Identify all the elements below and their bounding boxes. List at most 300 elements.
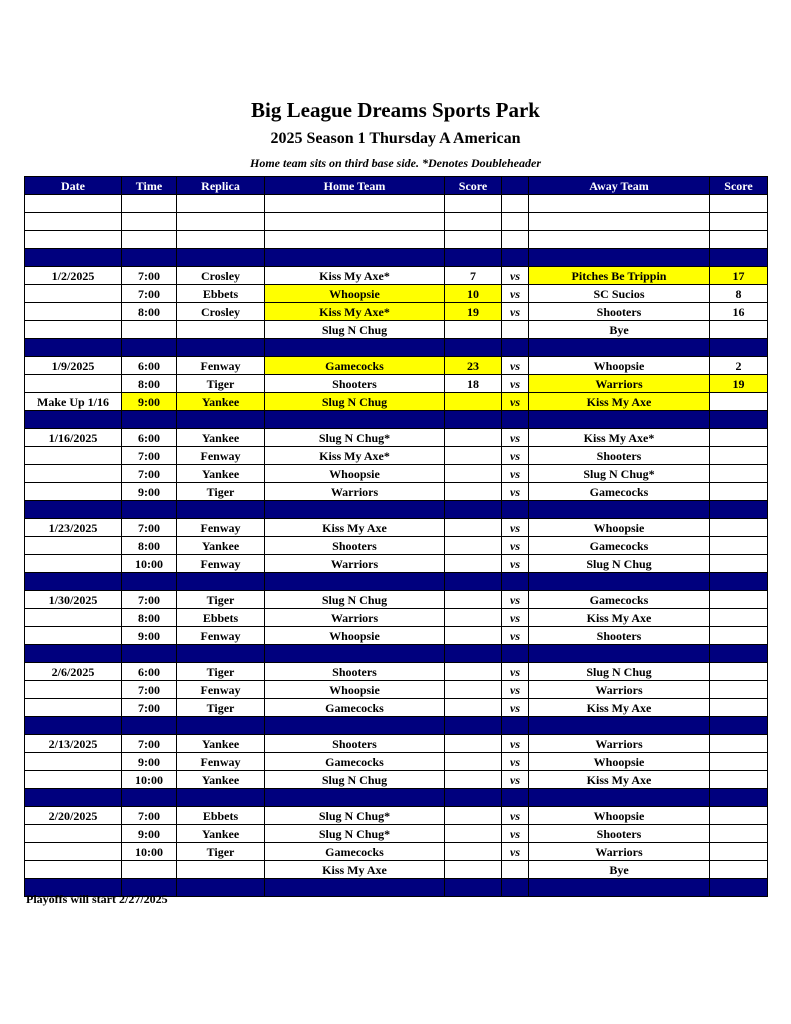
week-separator-row	[25, 501, 768, 519]
time-cell: 7:00	[122, 285, 177, 303]
time-cell: 8:00	[122, 609, 177, 627]
away-score-cell	[710, 519, 768, 537]
col-header-replica: Replica	[177, 177, 265, 195]
vs-cell: vs	[502, 843, 529, 861]
away-score-cell: 16	[710, 303, 768, 321]
away-team-cell: Shooters	[529, 825, 710, 843]
vs-cell: vs	[502, 663, 529, 681]
away-score-cell	[710, 771, 768, 789]
time-cell: 7:00	[122, 735, 177, 753]
date-cell	[25, 699, 122, 717]
away-score-cell	[710, 699, 768, 717]
date-cell	[25, 753, 122, 771]
empty-cell	[445, 213, 502, 231]
time-cell: 9:00	[122, 483, 177, 501]
separator-cell	[502, 339, 529, 357]
time-cell: 8:00	[122, 537, 177, 555]
time-cell: 7:00	[122, 267, 177, 285]
game-row	[25, 519, 768, 537]
separator-cell	[265, 717, 445, 735]
away-score-cell	[710, 753, 768, 771]
separator-cell	[265, 879, 445, 897]
home-team-cell: Kiss My Axe*	[265, 447, 445, 465]
vs-cell: vs	[502, 807, 529, 825]
separator-cell	[445, 879, 502, 897]
home-score-cell	[445, 609, 502, 627]
empty-cell	[710, 231, 768, 249]
away-team-cell: Kiss My Axe	[529, 771, 710, 789]
game-row	[25, 555, 768, 573]
date-cell	[25, 447, 122, 465]
separator-cell	[445, 501, 502, 519]
separator-cell	[25, 411, 122, 429]
empty-cell	[265, 213, 445, 231]
away-score-cell	[710, 735, 768, 753]
game-row	[25, 753, 768, 771]
time-cell: 8:00	[122, 303, 177, 321]
vs-cell: vs	[502, 285, 529, 303]
separator-cell	[177, 339, 265, 357]
away-score-cell	[710, 555, 768, 573]
home-team-cell: Slug N Chug*	[265, 825, 445, 843]
away-score-cell	[710, 447, 768, 465]
vs-cell	[502, 861, 529, 879]
col-header-away-score: Score	[710, 177, 768, 195]
game-row	[25, 447, 768, 465]
vs-cell: vs	[502, 429, 529, 447]
time-cell: 6:00	[122, 357, 177, 375]
replica-cell: Tiger	[177, 699, 265, 717]
date-cell	[25, 375, 122, 393]
vs-cell: vs	[502, 465, 529, 483]
replica-cell: Tiger	[177, 483, 265, 501]
separator-cell	[177, 573, 265, 591]
replica-cell: Tiger	[177, 663, 265, 681]
separator-cell	[710, 717, 768, 735]
home-team-cell: Slug N Chug	[265, 591, 445, 609]
separator-cell	[710, 339, 768, 357]
separator-cell	[529, 249, 710, 267]
separator-cell	[177, 249, 265, 267]
week-separator-row	[25, 717, 768, 735]
separator-cell	[710, 411, 768, 429]
time-cell: 7:00	[122, 465, 177, 483]
home-score-cell	[445, 681, 502, 699]
separator-cell	[25, 645, 122, 663]
away-score-cell: 2	[710, 357, 768, 375]
vs-cell: vs	[502, 483, 529, 501]
separator-cell	[529, 645, 710, 663]
away-team-cell: Kiss My Axe	[529, 699, 710, 717]
home-team-cell: Warriors	[265, 483, 445, 501]
game-row	[25, 663, 768, 681]
away-score-cell	[710, 429, 768, 447]
home-score-cell	[445, 393, 502, 411]
home-team-cell: Slug N Chug	[265, 771, 445, 789]
col-header-time: Time	[122, 177, 177, 195]
away-score-cell	[710, 861, 768, 879]
schedule-table	[24, 176, 768, 897]
empty-cell	[265, 231, 445, 249]
col-header-home-score: Score	[445, 177, 502, 195]
replica-cell: Fenway	[177, 357, 265, 375]
home-team-cell: Kiss My Axe	[265, 519, 445, 537]
away-score-cell	[710, 681, 768, 699]
date-cell	[25, 843, 122, 861]
separator-cell	[25, 249, 122, 267]
vs-cell: vs	[502, 771, 529, 789]
vs-cell: vs	[502, 375, 529, 393]
vs-cell	[502, 321, 529, 339]
vs-cell: vs	[502, 555, 529, 573]
separator-cell	[529, 879, 710, 897]
separator-cell	[445, 411, 502, 429]
separator-cell	[265, 573, 445, 591]
date-cell: 2/20/2025	[25, 807, 122, 825]
away-team-cell: Kiss My Axe*	[529, 429, 710, 447]
separator-cell	[502, 573, 529, 591]
away-score-cell: 19	[710, 375, 768, 393]
separator-cell	[710, 645, 768, 663]
date-cell	[25, 285, 122, 303]
week-separator-row	[25, 339, 768, 357]
home-score-cell	[445, 483, 502, 501]
separator-cell	[445, 789, 502, 807]
game-row	[25, 321, 768, 339]
home-team-cell: Gamecocks	[265, 843, 445, 861]
home-team-cell: Shooters	[265, 375, 445, 393]
date-cell	[25, 681, 122, 699]
time-cell: 9:00	[122, 393, 177, 411]
time-cell: 10:00	[122, 843, 177, 861]
home-score-cell	[445, 663, 502, 681]
away-team-cell: Shooters	[529, 447, 710, 465]
vs-cell: vs	[502, 267, 529, 285]
home-score-cell	[445, 627, 502, 645]
separator-cell	[502, 717, 529, 735]
week-separator-row	[25, 573, 768, 591]
away-score-cell	[710, 393, 768, 411]
home-team-cell: Warriors	[265, 555, 445, 573]
home-team-cell: Slug N Chug	[265, 321, 445, 339]
away-team-cell: Warriors	[529, 681, 710, 699]
away-team-cell: Warriors	[529, 375, 710, 393]
replica-cell: Fenway	[177, 555, 265, 573]
away-team-cell: Gamecocks	[529, 591, 710, 609]
vs-cell: vs	[502, 537, 529, 555]
home-score-cell	[445, 807, 502, 825]
away-team-cell: Bye	[529, 861, 710, 879]
home-team-cell: Shooters	[265, 735, 445, 753]
header-row	[25, 177, 768, 195]
home-score-cell: 18	[445, 375, 502, 393]
separator-cell	[122, 249, 177, 267]
separator-cell	[710, 879, 768, 897]
separator-cell	[445, 645, 502, 663]
separator-cell	[177, 645, 265, 663]
home-team-cell: Whoopsie	[265, 681, 445, 699]
away-score-cell	[710, 843, 768, 861]
time-cell: 10:00	[122, 555, 177, 573]
game-row	[25, 591, 768, 609]
away-team-cell: Warriors	[529, 735, 710, 753]
game-row	[25, 843, 768, 861]
separator-cell	[122, 339, 177, 357]
away-team-cell: Whoopsie	[529, 807, 710, 825]
game-row	[25, 627, 768, 645]
date-cell: 2/6/2025	[25, 663, 122, 681]
game-row	[25, 537, 768, 555]
replica-cell: Tiger	[177, 375, 265, 393]
separator-cell	[122, 645, 177, 663]
empty-cell	[177, 195, 265, 213]
game-row	[25, 735, 768, 753]
empty-cell	[122, 213, 177, 231]
home-score-cell: 23	[445, 357, 502, 375]
separator-cell	[122, 501, 177, 519]
away-team-cell: Pitches Be Trippin	[529, 267, 710, 285]
away-score-cell	[710, 627, 768, 645]
separator-cell	[445, 249, 502, 267]
time-cell: 10:00	[122, 771, 177, 789]
date-cell	[25, 825, 122, 843]
away-score-cell	[710, 609, 768, 627]
home-score-cell	[445, 519, 502, 537]
home-team-cell: Shooters	[265, 537, 445, 555]
time-cell: 8:00	[122, 375, 177, 393]
separator-cell	[25, 717, 122, 735]
replica-cell: Yankee	[177, 537, 265, 555]
vs-cell: vs	[502, 825, 529, 843]
game-row	[25, 375, 768, 393]
separator-cell	[710, 249, 768, 267]
time-cell	[122, 861, 177, 879]
away-team-cell: Slug N Chug*	[529, 465, 710, 483]
time-cell: 9:00	[122, 753, 177, 771]
replica-cell: Fenway	[177, 627, 265, 645]
game-row	[25, 861, 768, 879]
game-row	[25, 267, 768, 285]
vs-cell: vs	[502, 519, 529, 537]
away-score-cell	[710, 591, 768, 609]
empty-cell	[710, 213, 768, 231]
time-cell: 9:00	[122, 825, 177, 843]
time-cell: 7:00	[122, 699, 177, 717]
away-team-cell: Kiss My Axe	[529, 393, 710, 411]
replica-cell: Tiger	[177, 843, 265, 861]
separator-cell	[25, 501, 122, 519]
empty-cell	[122, 195, 177, 213]
vs-cell: vs	[502, 303, 529, 321]
away-score-cell	[710, 321, 768, 339]
separator-cell	[122, 573, 177, 591]
away-score-cell	[710, 825, 768, 843]
home-score-cell: 7	[445, 267, 502, 285]
empty-cell	[710, 195, 768, 213]
vs-cell: vs	[502, 591, 529, 609]
home-team-cell: Slug N Chug	[265, 393, 445, 411]
time-cell	[122, 321, 177, 339]
home-score-cell	[445, 861, 502, 879]
replica-cell: Crosley	[177, 303, 265, 321]
replica-cell: Fenway	[177, 753, 265, 771]
separator-cell	[529, 717, 710, 735]
replica-cell: Fenway	[177, 447, 265, 465]
empty-cell	[529, 231, 710, 249]
replica-cell: Yankee	[177, 393, 265, 411]
week-separator-row	[25, 789, 768, 807]
separator-cell	[529, 411, 710, 429]
time-cell: 7:00	[122, 447, 177, 465]
col-header-home-team: Home Team	[265, 177, 445, 195]
away-score-cell: 8	[710, 285, 768, 303]
replica-cell: Fenway	[177, 681, 265, 699]
week-separator-row	[25, 645, 768, 663]
vs-cell: vs	[502, 699, 529, 717]
separator-cell	[177, 411, 265, 429]
home-score-cell	[445, 753, 502, 771]
schedule-body	[25, 195, 768, 897]
col-header-vs	[502, 177, 529, 195]
empty-cell	[265, 195, 445, 213]
date-cell	[25, 483, 122, 501]
replica-cell: Yankee	[177, 429, 265, 447]
replica-cell: Ebbets	[177, 609, 265, 627]
away-team-cell: Whoopsie	[529, 357, 710, 375]
game-row	[25, 609, 768, 627]
game-row	[25, 393, 768, 411]
empty-cell	[177, 231, 265, 249]
time-cell: 9:00	[122, 627, 177, 645]
home-score-cell	[445, 465, 502, 483]
season-subtitle: 2025 Season 1 Thursday A American	[270, 130, 521, 147]
schedule-note: Home team sits on third base side. *Denotes Doubleheader	[250, 156, 541, 170]
separator-cell	[122, 717, 177, 735]
home-score-cell	[445, 429, 502, 447]
time-cell: 6:00	[122, 663, 177, 681]
separator-cell	[502, 645, 529, 663]
playoffs-note: Playoffs will start 2/27/2025	[26, 892, 168, 906]
home-team-cell: Kiss My Axe	[265, 861, 445, 879]
empty-row	[25, 213, 768, 231]
separator-cell	[529, 573, 710, 591]
separator-cell	[177, 789, 265, 807]
vs-cell: vs	[502, 627, 529, 645]
date-cell	[25, 465, 122, 483]
game-row	[25, 429, 768, 447]
home-team-cell: Whoopsie	[265, 285, 445, 303]
away-score-cell	[710, 483, 768, 501]
home-team-cell: Warriors	[265, 609, 445, 627]
game-row	[25, 357, 768, 375]
home-team-cell: Kiss My Axe*	[265, 303, 445, 321]
away-team-cell: Slug N Chug	[529, 663, 710, 681]
date-cell: 1/2/2025	[25, 267, 122, 285]
separator-cell	[502, 879, 529, 897]
date-cell	[25, 771, 122, 789]
date-cell: 1/16/2025	[25, 429, 122, 447]
home-score-cell	[445, 699, 502, 717]
away-score-cell	[710, 663, 768, 681]
week-separator-row	[25, 411, 768, 429]
away-score-cell	[710, 807, 768, 825]
page-title: Big League Dreams Sports Park	[251, 98, 540, 122]
away-score-cell	[710, 537, 768, 555]
empty-cell	[502, 195, 529, 213]
date-cell	[25, 303, 122, 321]
home-team-cell: Slug N Chug*	[265, 807, 445, 825]
home-team-cell: Slug N Chug*	[265, 429, 445, 447]
away-team-cell: Shooters	[529, 303, 710, 321]
separator-cell	[25, 789, 122, 807]
home-score-cell	[445, 321, 502, 339]
game-row	[25, 807, 768, 825]
separator-cell	[265, 501, 445, 519]
home-score-cell	[445, 843, 502, 861]
date-cell	[25, 861, 122, 879]
empty-cell	[529, 213, 710, 231]
empty-cell	[25, 231, 122, 249]
separator-cell	[265, 789, 445, 807]
away-team-cell: Warriors	[529, 843, 710, 861]
col-header-date: Date	[25, 177, 122, 195]
game-row	[25, 285, 768, 303]
empty-cell	[25, 213, 122, 231]
game-row	[25, 825, 768, 843]
away-team-cell: Slug N Chug	[529, 555, 710, 573]
empty-row	[25, 195, 768, 213]
date-cell: 1/9/2025	[25, 357, 122, 375]
separator-cell	[177, 879, 265, 897]
replica-cell	[177, 321, 265, 339]
separator-cell	[502, 411, 529, 429]
date-cell: 2/13/2025	[25, 735, 122, 753]
away-team-cell: Bye	[529, 321, 710, 339]
replica-cell: Crosley	[177, 267, 265, 285]
game-row	[25, 303, 768, 321]
separator-cell	[529, 339, 710, 357]
game-row	[25, 483, 768, 501]
home-score-cell	[445, 447, 502, 465]
home-score-cell	[445, 825, 502, 843]
separator-cell	[502, 249, 529, 267]
date-cell	[25, 627, 122, 645]
away-team-cell: Kiss My Axe	[529, 609, 710, 627]
separator-cell	[25, 339, 122, 357]
date-cell: 1/30/2025	[25, 591, 122, 609]
week-separator-row	[25, 249, 768, 267]
home-score-cell	[445, 555, 502, 573]
replica-cell: Ebbets	[177, 807, 265, 825]
empty-cell	[502, 231, 529, 249]
separator-cell	[710, 789, 768, 807]
home-team-cell: Gamecocks	[265, 753, 445, 771]
time-cell: 6:00	[122, 429, 177, 447]
date-cell	[25, 609, 122, 627]
home-score-cell	[445, 591, 502, 609]
home-team-cell: Gamecocks	[265, 357, 445, 375]
home-score-cell	[445, 735, 502, 753]
home-team-cell: Shooters	[265, 663, 445, 681]
time-cell: 7:00	[122, 519, 177, 537]
separator-cell	[445, 717, 502, 735]
separator-cell	[529, 501, 710, 519]
separator-cell	[265, 339, 445, 357]
vs-cell: vs	[502, 609, 529, 627]
game-row	[25, 465, 768, 483]
home-score-cell: 19	[445, 303, 502, 321]
date-cell: 1/23/2025	[25, 519, 122, 537]
